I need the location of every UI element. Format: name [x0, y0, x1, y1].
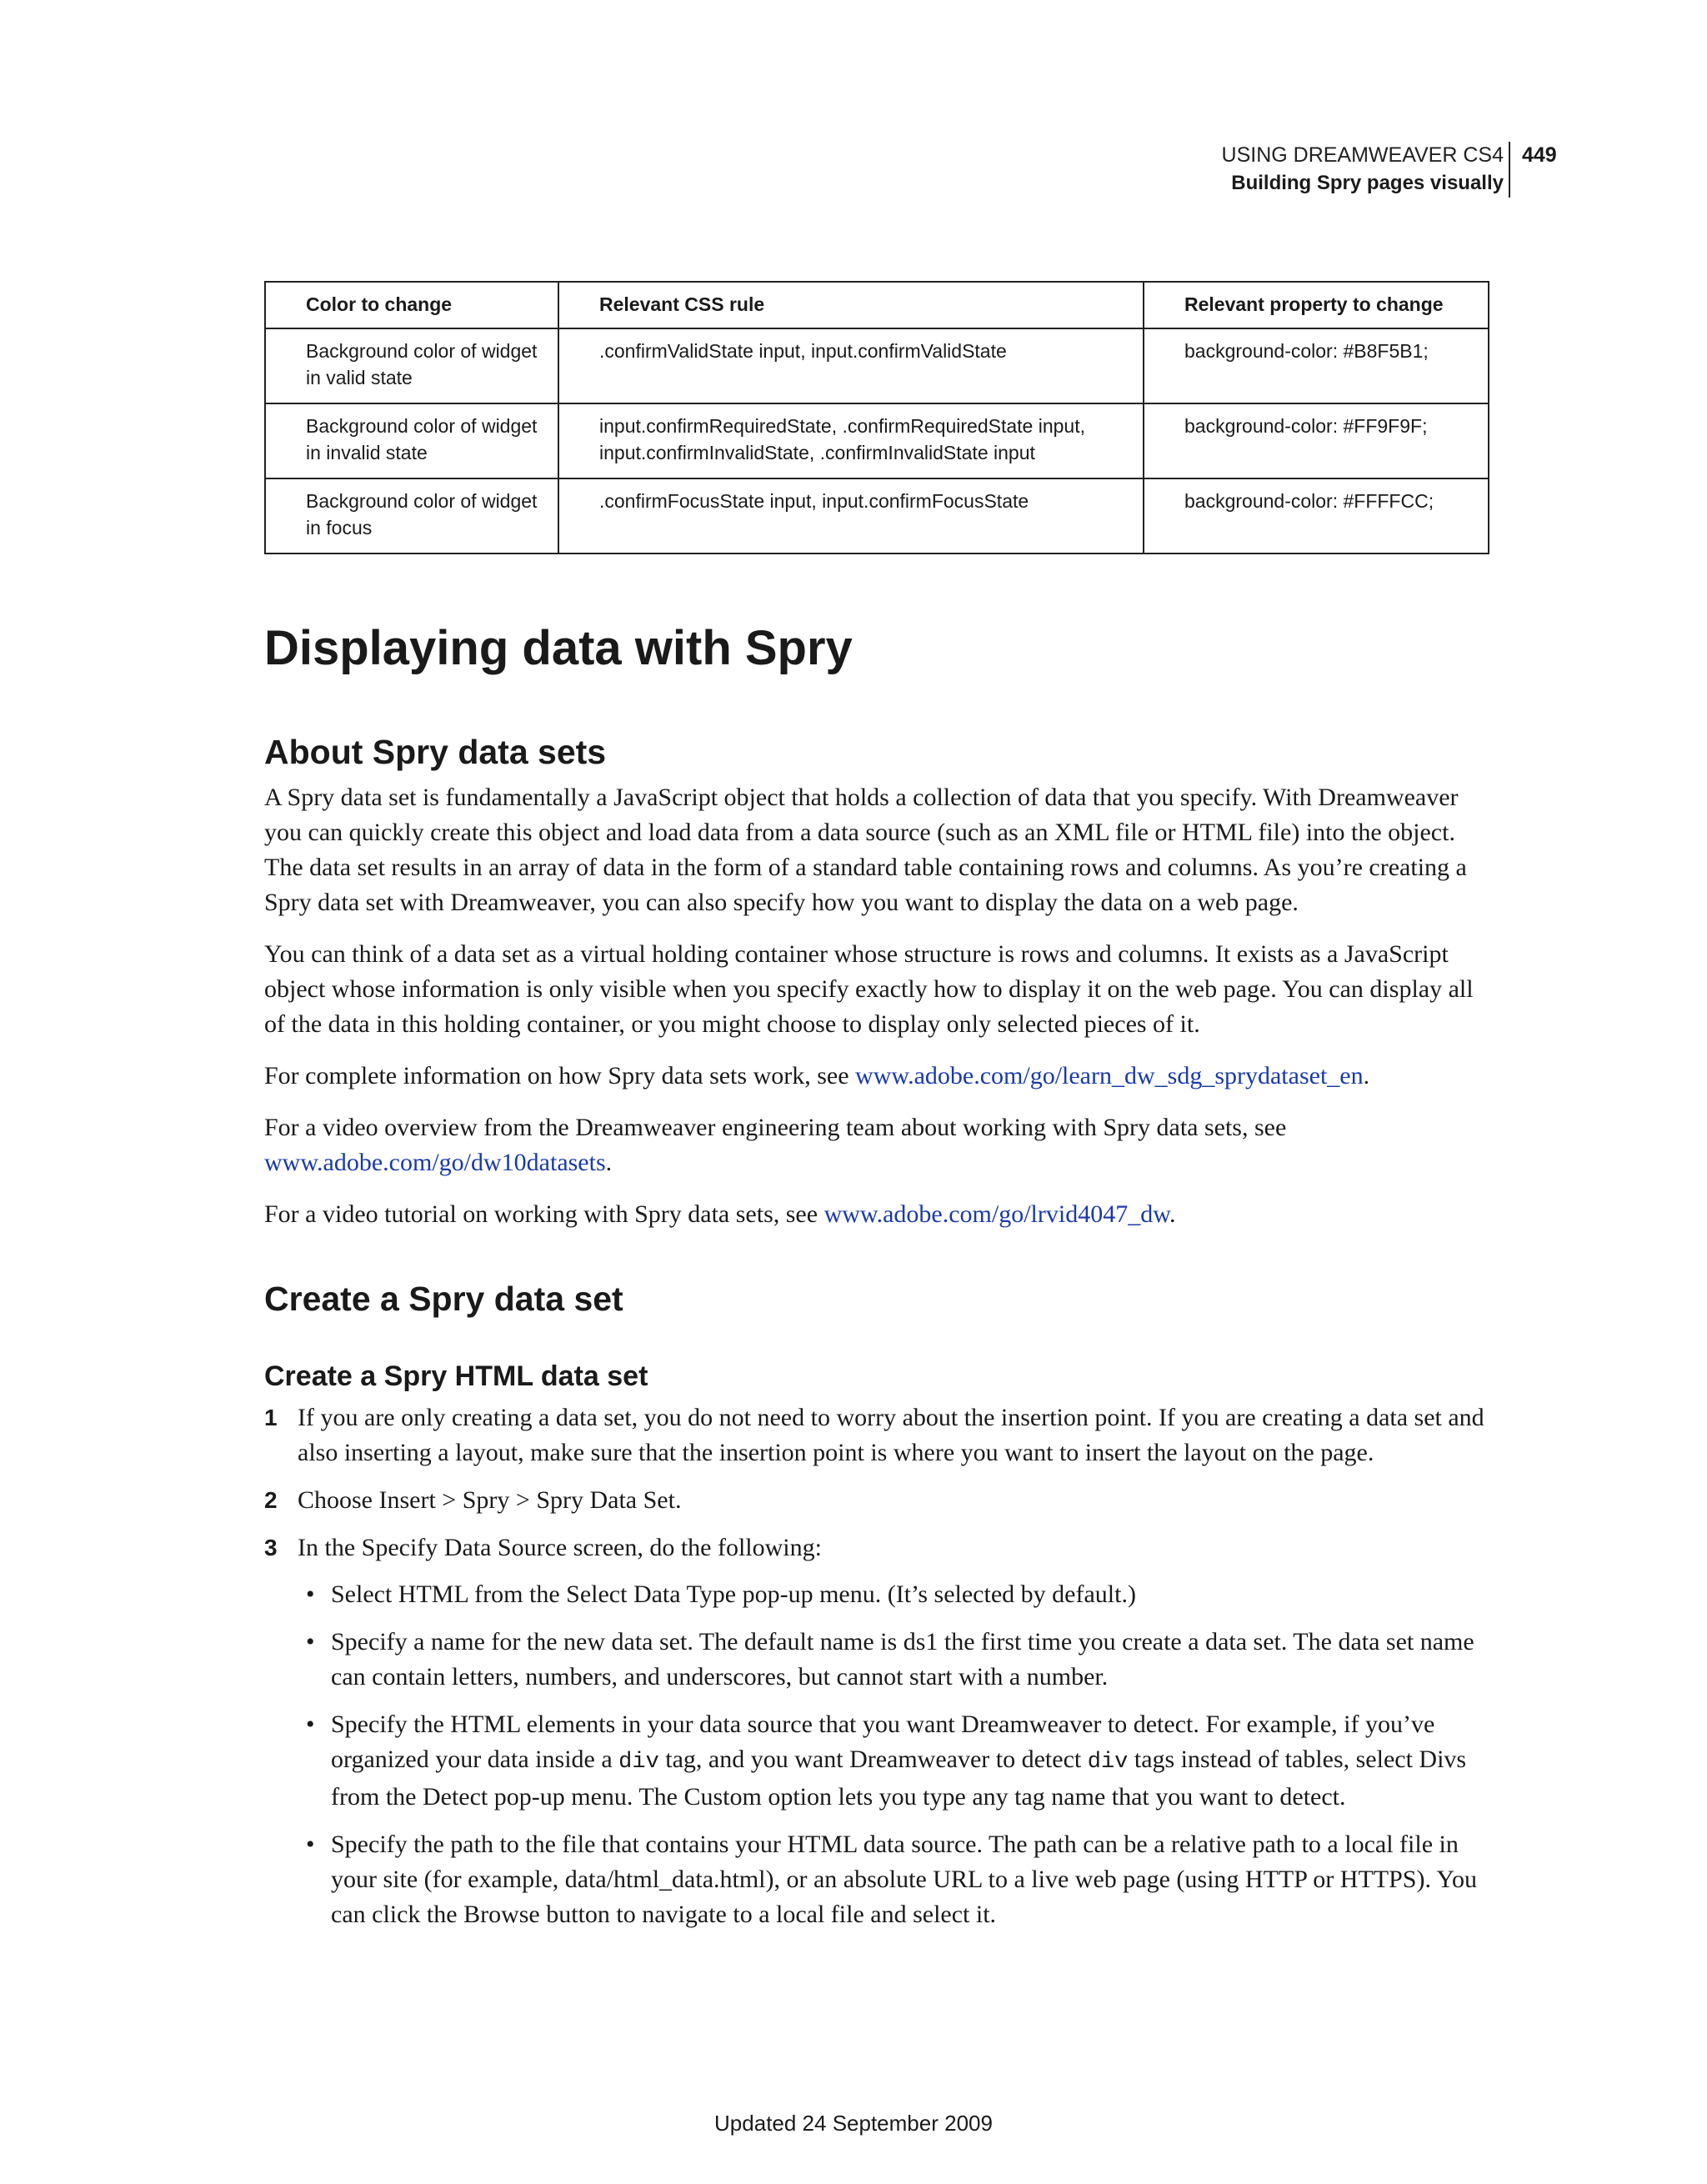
- column-header: Relevant property to change: [1144, 282, 1489, 328]
- table-cell: Background color of widget in focus: [265, 478, 558, 554]
- running-header-titles: [1222, 142, 1504, 197]
- list-item: [298, 1707, 1498, 1815]
- step-number: 1: [264, 1405, 278, 1430]
- link-sprydataset[interactable]: www.adobe.com/go/learn_dw_sdg_sprydataset_en: [855, 1062, 1364, 1089]
- page-number: 449: [1522, 143, 1557, 167]
- steps-list: [264, 1400, 1498, 1932]
- bullet-text: Select HTML from the Select Data Type pop-up menu. (It’s selected by default.): [331, 1580, 1136, 1608]
- table-cell: input.confirmRequiredState, .confirmRequiredState input, input.confirmInvalidState, .confirmInvalidState input: [558, 403, 1144, 478]
- table-row: [265, 403, 1489, 478]
- footer-updated: Updated 24 September 2009: [714, 2111, 993, 2136]
- bullet-text-part: tag, and you want Dreamweaver to detect: [658, 1746, 1088, 1773]
- paragraph-text: For a video tutorial on working with Spry data sets, see: [264, 1200, 824, 1228]
- subsection-heading: Create a Spry HTML data set: [264, 1360, 648, 1392]
- paragraph: You can think of a data set as a virtual holding container whose structure is rows and columns. It exists as a JavaScript object whose information is only visible when you specify exactly how to display it on the web page. You can display all of the data in this holding container, or you might choose to display only selected pieces of it.: [264, 940, 1474, 1038]
- period: .: [605, 1149, 613, 1176]
- page-title: Displaying data with Spry: [264, 621, 853, 675]
- table-cell: Background color of widget in valid state: [265, 328, 558, 403]
- table-cell: .confirmFocusState input, input.confirmFocusState: [558, 478, 1144, 554]
- link-dw10datasets[interactable]: www.adobe.com/go/dw10datasets: [264, 1149, 606, 1176]
- table-cell: background-color: #B8F5B1;: [1144, 328, 1489, 403]
- list-item: [298, 1827, 1498, 1932]
- table-header-row: [265, 282, 1489, 328]
- column-header: Color to change: [265, 282, 558, 328]
- bullet-text: Specify the path to the file that contains your HTML data source. The path can be a relative path to a local file in your site (for example, data/html_data.html), or an absolute URL to a live web page (using HTTP or HTTPS). You can click the Browse button to navigate to a local file and select it.: [331, 1831, 1478, 1928]
- list-item: [298, 1577, 1498, 1612]
- paragraph: [264, 1059, 1498, 1094]
- code-div: div: [1087, 1750, 1129, 1775]
- list-item: [264, 1530, 1498, 1932]
- step-number: 2: [264, 1487, 278, 1513]
- bullet-text-part: tags instead of tables, select Divs from the Detect pop-up menu. The Custom option lets you type any tag name that you want to detect.: [331, 1746, 1467, 1811]
- bullet-text: [331, 1711, 1466, 1811]
- bullet-icon: •: [306, 1580, 315, 1608]
- table-row: [265, 478, 1489, 554]
- table-cell: background-color: #FF9F9F;: [1144, 403, 1489, 478]
- paragraph: A Spry data set is fundamentally a JavaScript object that holds a collection of data that you specify. With Dreamweaver you can quickly create this object and load data from a data source (such as an XML file or HTML file) into the object. The data set results in an array of data in the form of a standard table containing rows and columns. As you’re creating a Spry data set with Dreamweaver, you can also specify how you want to display the data on a web page.: [264, 784, 1467, 916]
- step-text: If you are only creating a data set, you do not need to worry about the insertion point. If you are creating a data set and also inserting a layout, make sure that the insertion point is where you want to insert the layout on the page.: [298, 1404, 1484, 1466]
- bullet-icon: •: [306, 1831, 315, 1858]
- period: .: [1169, 1200, 1176, 1228]
- table-cell: .confirmValidState input, input.confirmValidState: [558, 328, 1144, 403]
- bullet-list: [298, 1577, 1498, 1932]
- css-rules-table: [264, 281, 1489, 554]
- paragraph-text: For a video overview from the Dreamweaver engineering team about working with Spry data sets, see: [264, 1114, 1287, 1141]
- list-item: [264, 1400, 1498, 1470]
- code-div: div: [618, 1750, 659, 1775]
- main-content: [264, 609, 1498, 1945]
- table-cell: background-color: #FFFFCC;: [1144, 478, 1489, 554]
- column-header: Relevant CSS rule: [558, 282, 1144, 328]
- section-heading-about: About Spry data sets: [264, 733, 607, 771]
- step-text: Choose Insert > Spry > Spry Data Set.: [298, 1486, 682, 1514]
- bullet-icon: •: [306, 1711, 315, 1738]
- bullet-text: Specify a name for the new data set. The default name is ds1 the first time you create a data set. The data set name can contain letters, numbers, and underscores, but cannot start with a number.: [331, 1628, 1474, 1691]
- table-cell: Background color of widget in invalid state: [265, 403, 558, 478]
- header-divider: [1509, 142, 1510, 198]
- book-title: USING DREAMWEAVER CS4: [1221, 143, 1504, 167]
- paragraph: [264, 1110, 1498, 1180]
- link-lrvid4047[interactable]: www.adobe.com/go/lrvid4047_dw: [823, 1200, 1169, 1228]
- list-item: [264, 1483, 1498, 1518]
- list-item: [298, 1625, 1498, 1695]
- bullet-text-part: Specify the HTML elements in your data source that you want Dreamweaver to detect. For example, if you’ve organized your data inside a: [331, 1711, 1435, 1773]
- chapter-title: Building Spry pages visually: [1231, 172, 1504, 194]
- bullet-icon: •: [306, 1628, 315, 1656]
- paragraph-text: For complete information on how Spry data sets work, see: [264, 1062, 856, 1089]
- period: .: [1363, 1062, 1370, 1089]
- step-text: In the Specify Data Source screen, do the following:: [298, 1534, 822, 1561]
- step-number: 3: [264, 1535, 278, 1560]
- paragraph: [264, 1197, 1498, 1232]
- section-heading-create: Create a Spry data set: [264, 1280, 623, 1318]
- table-row: [265, 328, 1489, 403]
